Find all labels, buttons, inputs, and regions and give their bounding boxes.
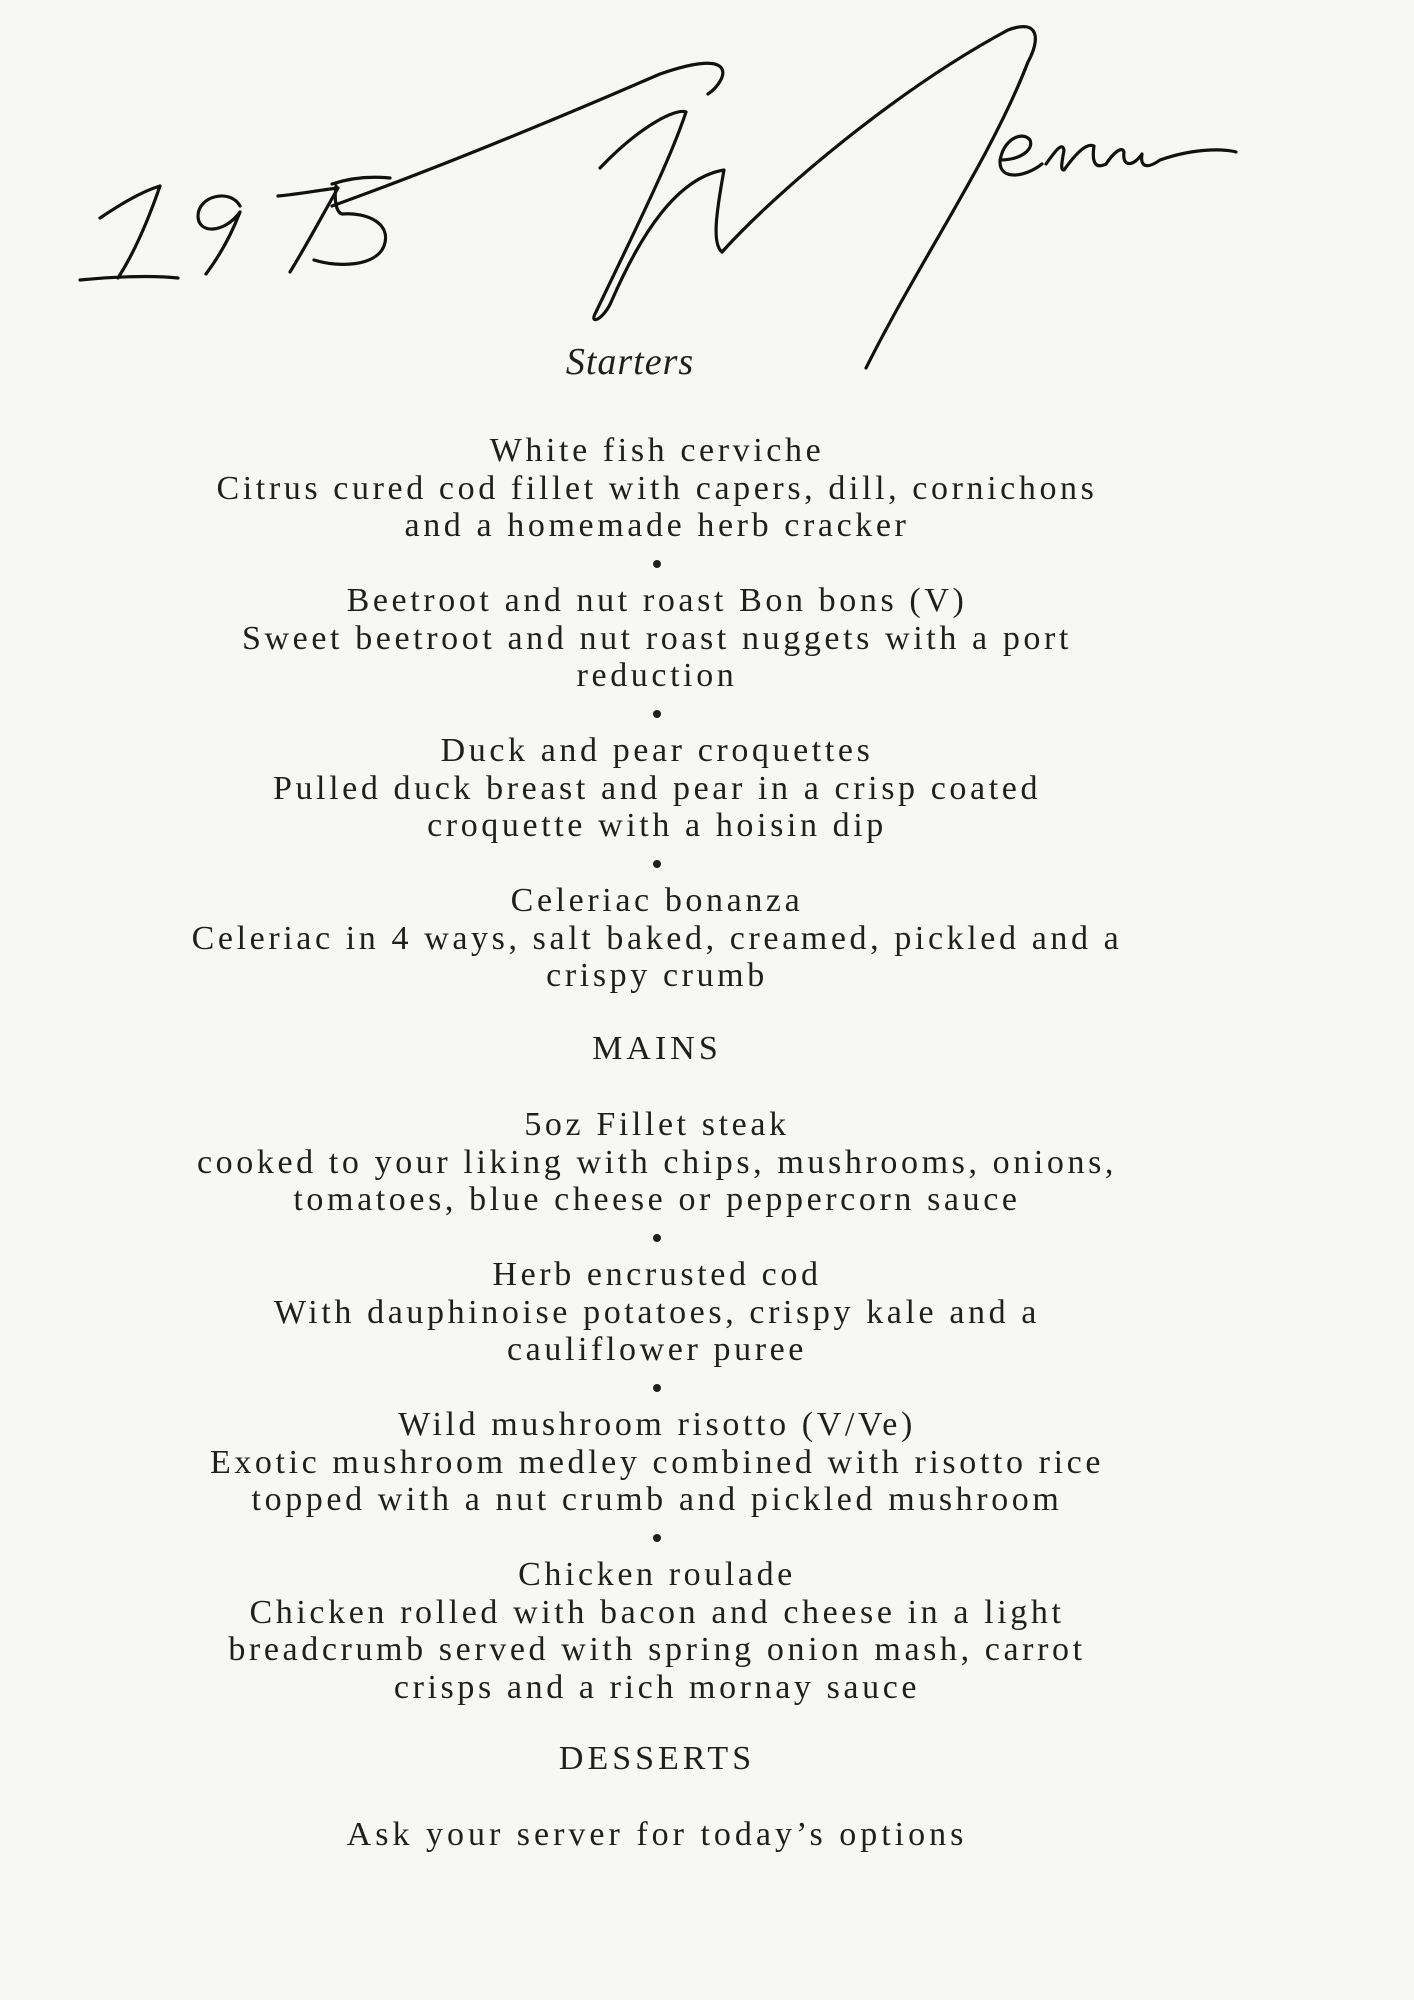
bullet-separator (107, 845, 1207, 883)
menu-item-name: Herb encrusted cod (492, 1256, 822, 1293)
bullet-separator (107, 1519, 1207, 1557)
menu-item-description: breadcrumb served with spring onion mash, carrot (228, 1631, 1086, 1668)
bullet-separator (107, 545, 1207, 583)
menu-item-name: Celeriac bonanza (510, 882, 804, 919)
menu-item-description: croquette with a hoisin dip (427, 807, 887, 844)
desserts-note: Ask your server for today’s options (346, 1816, 968, 1853)
menu-item-description: and a homemade herb cracker (404, 507, 910, 544)
menu-item-description: topped with a nut crumb and pickled mushroom (251, 1481, 1063, 1518)
menu-item-description: tomatoes, blue cheese or peppercorn sauce (293, 1181, 1021, 1218)
menu-item-description: Exotic mushroom medley combined with risotto rice (209, 1443, 1105, 1481)
mains-heading: MAINS (592, 1030, 722, 1067)
menu-item-description: cooked to your liking with chips, mushrooms, onions, (196, 1143, 1118, 1181)
menu-item-description: Sweet beetroot and nut roast nuggets with a port (242, 619, 1072, 657)
menu-item-name: Wild mushroom risotto (V/Ve) (398, 1406, 916, 1443)
menu-item-name: Chicken roulade (518, 1556, 796, 1593)
menu-item-name: White fish cerviche (489, 432, 825, 469)
bullet-separator (107, 1369, 1207, 1407)
menu-item-description: Pulled duck breast and pear in a crisp coated (272, 769, 1042, 807)
menu-item-description: crispy crumb (546, 957, 768, 994)
starters-list (107, 432, 1207, 995)
menu-item-description: reduction (576, 657, 738, 694)
bullet-separator (107, 695, 1207, 733)
mains-list (107, 1106, 1207, 1706)
menu-item-description: Citrus cured cod fillet with capers, dill, cornichons (216, 469, 1098, 507)
starters-heading: Starters (565, 341, 695, 383)
menu-item-description: cauliflower puree (506, 1331, 807, 1368)
menu-item-name: 5oz Fillet steak (524, 1106, 790, 1143)
desserts-heading: DESSERTS (558, 1740, 756, 1777)
menu-item-name: Duck and pear croquettes (440, 732, 874, 769)
menu-item-description: Chicken rolled with bacon and cheese in a light (249, 1593, 1065, 1631)
menu-item-description: With dauphinoise potatoes, crispy kale and a (273, 1293, 1041, 1331)
menu-item-description: Celeriac in 4 ways, salt baked, creamed, pickled and a (191, 919, 1123, 957)
menu-item-description: crisps and a rich mornay sauce (393, 1668, 921, 1706)
menu-item-name: Beetroot and nut roast Bon bons (V) (346, 582, 968, 619)
bullet-separator (107, 1219, 1207, 1257)
